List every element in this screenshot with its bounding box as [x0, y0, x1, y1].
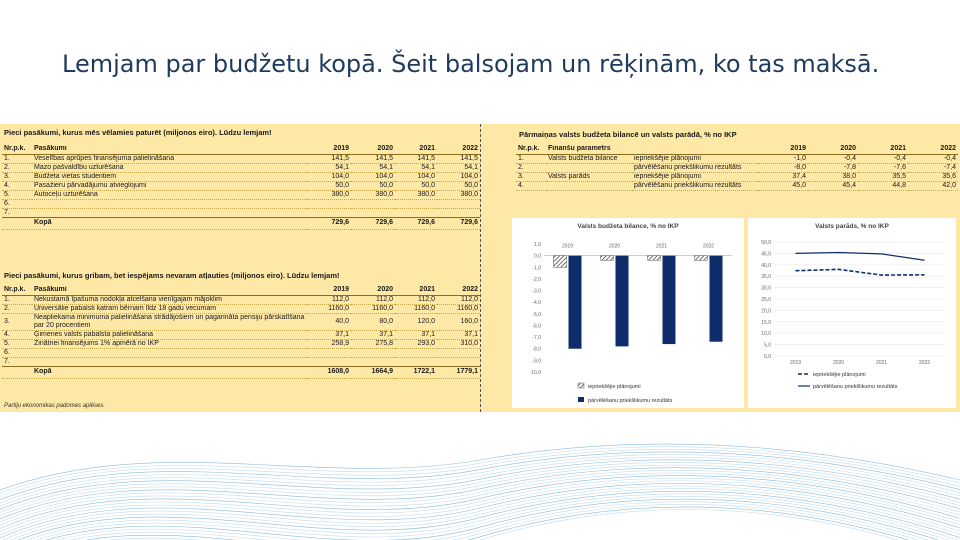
x-tick-label: 2020: [608, 243, 621, 250]
table-cell: 35,5: [858, 172, 908, 181]
table-cell: 293,0: [395, 339, 437, 348]
table-header-row: [516, 145, 958, 154]
table-cell: 729,6: [437, 217, 480, 229]
legend-label-proposal: pārvēlēšanu priekšlikumu rezultāts: [813, 384, 898, 390]
y-tick-label: -3,0: [532, 288, 541, 295]
table-cell: [351, 199, 395, 208]
table-cell: 112,0: [307, 295, 351, 304]
table-cell: 3.: [2, 313, 32, 330]
table-cell: 37,1: [395, 330, 437, 339]
y-tick-label: 5,0: [764, 342, 771, 349]
table-cell: 104,0: [437, 172, 480, 181]
table-cell: [395, 199, 437, 208]
table-cell: 160,0: [437, 313, 480, 330]
chart1-title: Valsts budžeta bilance, % no IKP: [577, 223, 679, 230]
bar-previous-plan: [695, 256, 708, 261]
table-cell: Nr.p.k.: [2, 286, 32, 295]
table-cell: 2019: [307, 145, 351, 154]
table-row: [516, 172, 958, 181]
table-cell: 50,0: [351, 181, 395, 190]
table-cell: 1722,1: [395, 366, 437, 378]
table-cell: 380,0: [437, 190, 480, 199]
table-row: [2, 181, 480, 190]
y-tick-label: 30,0: [761, 285, 771, 292]
table-cell: [32, 208, 307, 217]
bar-proposal-result: [569, 256, 582, 349]
state-debt-svg: [748, 218, 956, 408]
table-cell: 729,6: [351, 217, 395, 229]
x-tick-label: 2019: [561, 243, 574, 250]
table-row: [2, 190, 480, 199]
table-cell: iepriekšējie plānojumi: [632, 172, 758, 181]
table-row: [2, 154, 480, 163]
table-cell: [307, 348, 351, 357]
table-cell: 310,0: [437, 339, 480, 348]
table-row: [2, 313, 480, 330]
table-cell: 258,9: [307, 339, 351, 348]
table-cell: 141,5: [437, 154, 480, 163]
table-cell: Universālie pabalsti katram bērnam līdz 18 gadu vecumam: [32, 304, 307, 313]
y-tick-label: -8,0: [532, 346, 541, 353]
table-row: [516, 181, 958, 190]
y-tick-label: -1,0: [532, 265, 541, 272]
y-tick-label: 0,0: [534, 253, 541, 260]
table-cell: 50,0: [307, 181, 351, 190]
table-cell: [437, 199, 480, 208]
table-row: [2, 163, 480, 172]
table-cell: 1779,1: [437, 366, 480, 378]
table-cell: 2022: [437, 286, 480, 295]
table-cell: 35,6: [908, 172, 958, 181]
table-cell: 1160,0: [437, 304, 480, 313]
table-cell: [351, 348, 395, 357]
table-cell: [395, 208, 437, 217]
table-cell: 112,0: [437, 295, 480, 304]
wave-line: [0, 504, 960, 540]
table-cell: [437, 357, 480, 366]
table-cell: 1.: [2, 295, 32, 304]
table-cell: 380,0: [351, 190, 395, 199]
state-debt-chart: [748, 218, 956, 408]
table-cell: 104,0: [307, 172, 351, 181]
table-cell: 37,1: [351, 330, 395, 339]
table-cell: Nr.p.k.: [2, 145, 32, 154]
keep-measures-table: [2, 145, 480, 230]
table-cell: 37,4: [758, 172, 808, 181]
table-cell: Finanšu parametrs: [546, 145, 632, 154]
table-cell: Zinātnei finansējums 1% apmērā no IKP: [32, 339, 307, 348]
x-tick-label: 2021: [875, 360, 888, 366]
table-cell: 104,0: [395, 172, 437, 181]
table-cell: 4.: [2, 181, 32, 190]
table-header-row: [2, 286, 480, 295]
bar-previous-plan: [601, 256, 614, 261]
table-cell: 729,6: [307, 217, 351, 229]
y-tick-label: -9,0: [532, 358, 541, 365]
table-row: [2, 304, 480, 313]
x-tick-label: 2020: [832, 360, 845, 366]
table-cell: 141,5: [351, 154, 395, 163]
table-cell: -0,4: [858, 154, 908, 163]
table-cell: 120,0: [395, 313, 437, 330]
table-total-row: [2, 366, 480, 378]
legend-swatch-proposal: [578, 397, 584, 402]
table-cell: 54,1: [351, 163, 395, 172]
table-cell: 2022: [437, 145, 480, 154]
table-cell: [351, 208, 395, 217]
table-cell: -1,0: [758, 154, 808, 163]
y-tick-label: -7,0: [532, 335, 541, 342]
table-cell: 1160,0: [307, 304, 351, 313]
table-cell: 2020: [351, 286, 395, 295]
fiscal-parameters-table: [516, 145, 958, 191]
wish-measures-table: [2, 286, 480, 379]
table-cell: [437, 208, 480, 217]
y-tick-label: 45,0: [761, 251, 771, 258]
table-row: [2, 330, 480, 339]
table-row: [516, 163, 958, 172]
table-cell: Neapliekama minimuma palielināšana strādājošiem un pagarināta pensiju pārskatīšana par 20 procentiem: [32, 313, 307, 330]
table-cell: 104,0: [351, 172, 395, 181]
y-tick-label: 40,0: [761, 262, 771, 269]
table-cell: 1.: [2, 154, 32, 163]
table-cell: 2022: [908, 145, 958, 154]
x-tick-label: 2022: [918, 360, 931, 366]
table-cell: 2020: [808, 145, 858, 154]
table-cell: 38,0: [808, 172, 858, 181]
table-cell: [307, 357, 351, 366]
table-cell: 1160,0: [395, 304, 437, 313]
table-cell: [437, 348, 480, 357]
table-cell: -7,6: [858, 163, 908, 172]
table-cell: Autoceļu uzturēšana: [32, 190, 307, 199]
y-tick-label: 10,0: [761, 331, 771, 338]
table-cell: 2.: [516, 163, 546, 172]
table-cell: 1160,0: [351, 304, 395, 313]
table-cell: -0,4: [908, 154, 958, 163]
bar-proposal-result: [616, 256, 629, 347]
y-tick-label: 25,0: [761, 297, 771, 303]
table-cell: Valsts budžeta bilance: [546, 154, 632, 163]
table-cell: Kopā: [32, 366, 307, 378]
table-cell: 42,0: [908, 181, 958, 190]
table-row: [2, 172, 480, 181]
table-cell: 380,0: [395, 190, 437, 199]
wave-line: [0, 494, 960, 540]
x-tick-label: 2019: [789, 360, 802, 366]
table-cell: iepriekšējie plānojumi: [632, 154, 758, 163]
table-cell: [546, 163, 632, 172]
y-tick-label: 35,0: [761, 274, 771, 281]
y-tick-label: 20,0: [761, 308, 771, 315]
table-cell: 141,5: [395, 154, 437, 163]
y-tick-label: 15,0: [761, 319, 771, 326]
table1-title: Pieci pasākumi, kurus mēs vēlamies paturēt (miljonos eiro). Lūdzu lemjam!: [4, 128, 272, 137]
table-cell: [32, 348, 307, 357]
table-cell: Ģimenes valsts pabalsta palielināšana: [32, 330, 307, 339]
legend-label-previous: iepriekšējie plānojumi: [813, 372, 866, 378]
table-cell: 37,1: [307, 330, 351, 339]
table-cell: 112,0: [395, 295, 437, 304]
table-cell: Budžeta vietas studentiem: [32, 172, 307, 181]
table-cell: 141,5: [307, 154, 351, 163]
table-cell: -0,4: [808, 154, 858, 163]
table-header-row: [2, 145, 480, 154]
table-cell: 729,6: [395, 217, 437, 229]
table-row: [2, 357, 480, 366]
table-row: [2, 208, 480, 217]
table-cell: Veselības aprūpes finansējuma palielināšana: [32, 154, 307, 163]
table-row: [2, 339, 480, 348]
table-cell: 6.: [2, 199, 32, 208]
budget-spreadsheet: [0, 124, 960, 412]
table-cell: 1.: [516, 154, 546, 163]
table-cell: [395, 357, 437, 366]
table-cell: 3.: [516, 172, 546, 181]
table-cell: 45,4: [808, 181, 858, 190]
table-cell: 4.: [2, 330, 32, 339]
table-cell: [32, 357, 307, 366]
table-cell: pārvēlēšanu priekšlikumu rezultāts: [632, 181, 758, 190]
table-cell: 1608,0: [307, 366, 351, 378]
table-cell: 80,0: [351, 313, 395, 330]
table-cell: 112,0: [351, 295, 395, 304]
table-cell: [395, 348, 437, 357]
table-cell: 3.: [2, 172, 32, 181]
table-row: [2, 295, 480, 304]
table-cell: [351, 357, 395, 366]
table-total-row: [2, 217, 480, 229]
budget-balance-chart: [512, 218, 744, 408]
y-tick-label: 1,0: [534, 242, 541, 248]
budget-balance-svg: [512, 218, 744, 408]
table-cell: 45,0: [758, 181, 808, 190]
y-tick-label: -2,0: [532, 276, 541, 283]
bar-proposal-result: [710, 256, 723, 342]
table-cell: 2019: [758, 145, 808, 154]
table-cell: -8,0: [758, 163, 808, 172]
legend-swatch-previous: [578, 383, 584, 388]
table-cell: [546, 181, 632, 190]
table-cell: Mazo pašvaldību uzturēšana: [32, 163, 307, 172]
table-cell: Nr.p.k.: [516, 145, 546, 154]
y-tick-label: -4,0: [532, 300, 541, 307]
table-cell: 1664,9: [351, 366, 395, 378]
table-cell: [307, 208, 351, 217]
table-cell: 2.: [2, 304, 32, 313]
y-tick-label: 50,0: [761, 240, 771, 246]
line-proposal-result: [796, 252, 925, 260]
table3-title: Pārmaiņas valsts budžeta bilancē un valsts parādā, % no IKP: [519, 130, 737, 139]
table-row: [516, 154, 958, 163]
table-cell: [632, 145, 758, 154]
table-cell: pārvēlēšanu priekšlikumu rezultāts: [632, 163, 758, 172]
table-cell: Nekustamā īpašuma nodokļa atcelšana vienīgajam mājoklim: [32, 295, 307, 304]
x-tick-label: 2021: [655, 243, 668, 250]
table-cell: [2, 217, 32, 229]
table-cell: [2, 366, 32, 378]
table-cell: 40,0: [307, 313, 351, 330]
column-divider: [480, 124, 481, 412]
table-cell: 54,1: [395, 163, 437, 172]
legend-label-proposal: pārvēlēšanu priekšlikumu rezultāts: [588, 398, 673, 404]
table-cell: 54,1: [437, 163, 480, 172]
table-cell: Pasažieru pārvadājumu atvieglojumi: [32, 181, 307, 190]
footnote: Partiju ekonomikas padomes aplēses.: [4, 403, 106, 409]
y-tick-label: -5,0: [532, 311, 541, 318]
table-cell: 44,8: [858, 181, 908, 190]
table-cell: [307, 199, 351, 208]
table-cell: 275,8: [351, 339, 395, 348]
table-cell: 7.: [2, 357, 32, 366]
table-cell: Valsts parāds: [546, 172, 632, 181]
table2-title: Pieci pasākumi, kurus gribam, bet iespējams nevaram atļauties (miljonos eiro). Lūdzu lemjam!: [4, 271, 340, 280]
y-tick-label: -6,0: [532, 323, 541, 330]
table-cell: 37,1: [437, 330, 480, 339]
table-cell: 380,0: [307, 190, 351, 199]
table-cell: -7,4: [908, 163, 958, 172]
table-row: [2, 348, 480, 357]
table-row: [2, 199, 480, 208]
table-cell: 2021: [395, 286, 437, 295]
table-cell: -7,8: [808, 163, 858, 172]
bar-previous-plan: [648, 256, 661, 261]
legend-label-previous: iepriekšējie plānojumi: [588, 384, 641, 390]
table-cell: 7.: [2, 208, 32, 217]
table-cell: 6.: [2, 348, 32, 357]
x-tick-label: 2022: [702, 243, 715, 250]
table-cell: Pasākumi: [32, 286, 307, 295]
table-cell: 50,0: [395, 181, 437, 190]
table-cell: 54,1: [307, 163, 351, 172]
bar-proposal-result: [663, 256, 676, 344]
table-cell: 2020: [351, 145, 395, 154]
table-cell: Pasākumi: [32, 145, 307, 154]
slide-title: Lemjam par budžetu kopā. Šeit balsojam un rēķinām, ko tas maksā.: [62, 50, 880, 78]
chart2-title: Valsts parāds, % no IKP: [815, 223, 889, 230]
table-cell: 2021: [395, 145, 437, 154]
table-cell: [32, 199, 307, 208]
y-tick-label: 0,0: [764, 354, 771, 360]
table-cell: Kopā: [32, 217, 307, 229]
table-cell: 4.: [516, 181, 546, 190]
bar-previous-plan: [554, 256, 567, 268]
table-cell: 5.: [2, 339, 32, 348]
y-tick-label: -10,0: [529, 370, 541, 376]
table-cell: 50,0: [437, 181, 480, 190]
table-cell: 2021: [858, 145, 908, 154]
table-cell: 5.: [2, 190, 32, 199]
table-cell: 2019: [307, 286, 351, 295]
line-previous-plan: [796, 269, 925, 275]
table-cell: 2.: [2, 163, 32, 172]
